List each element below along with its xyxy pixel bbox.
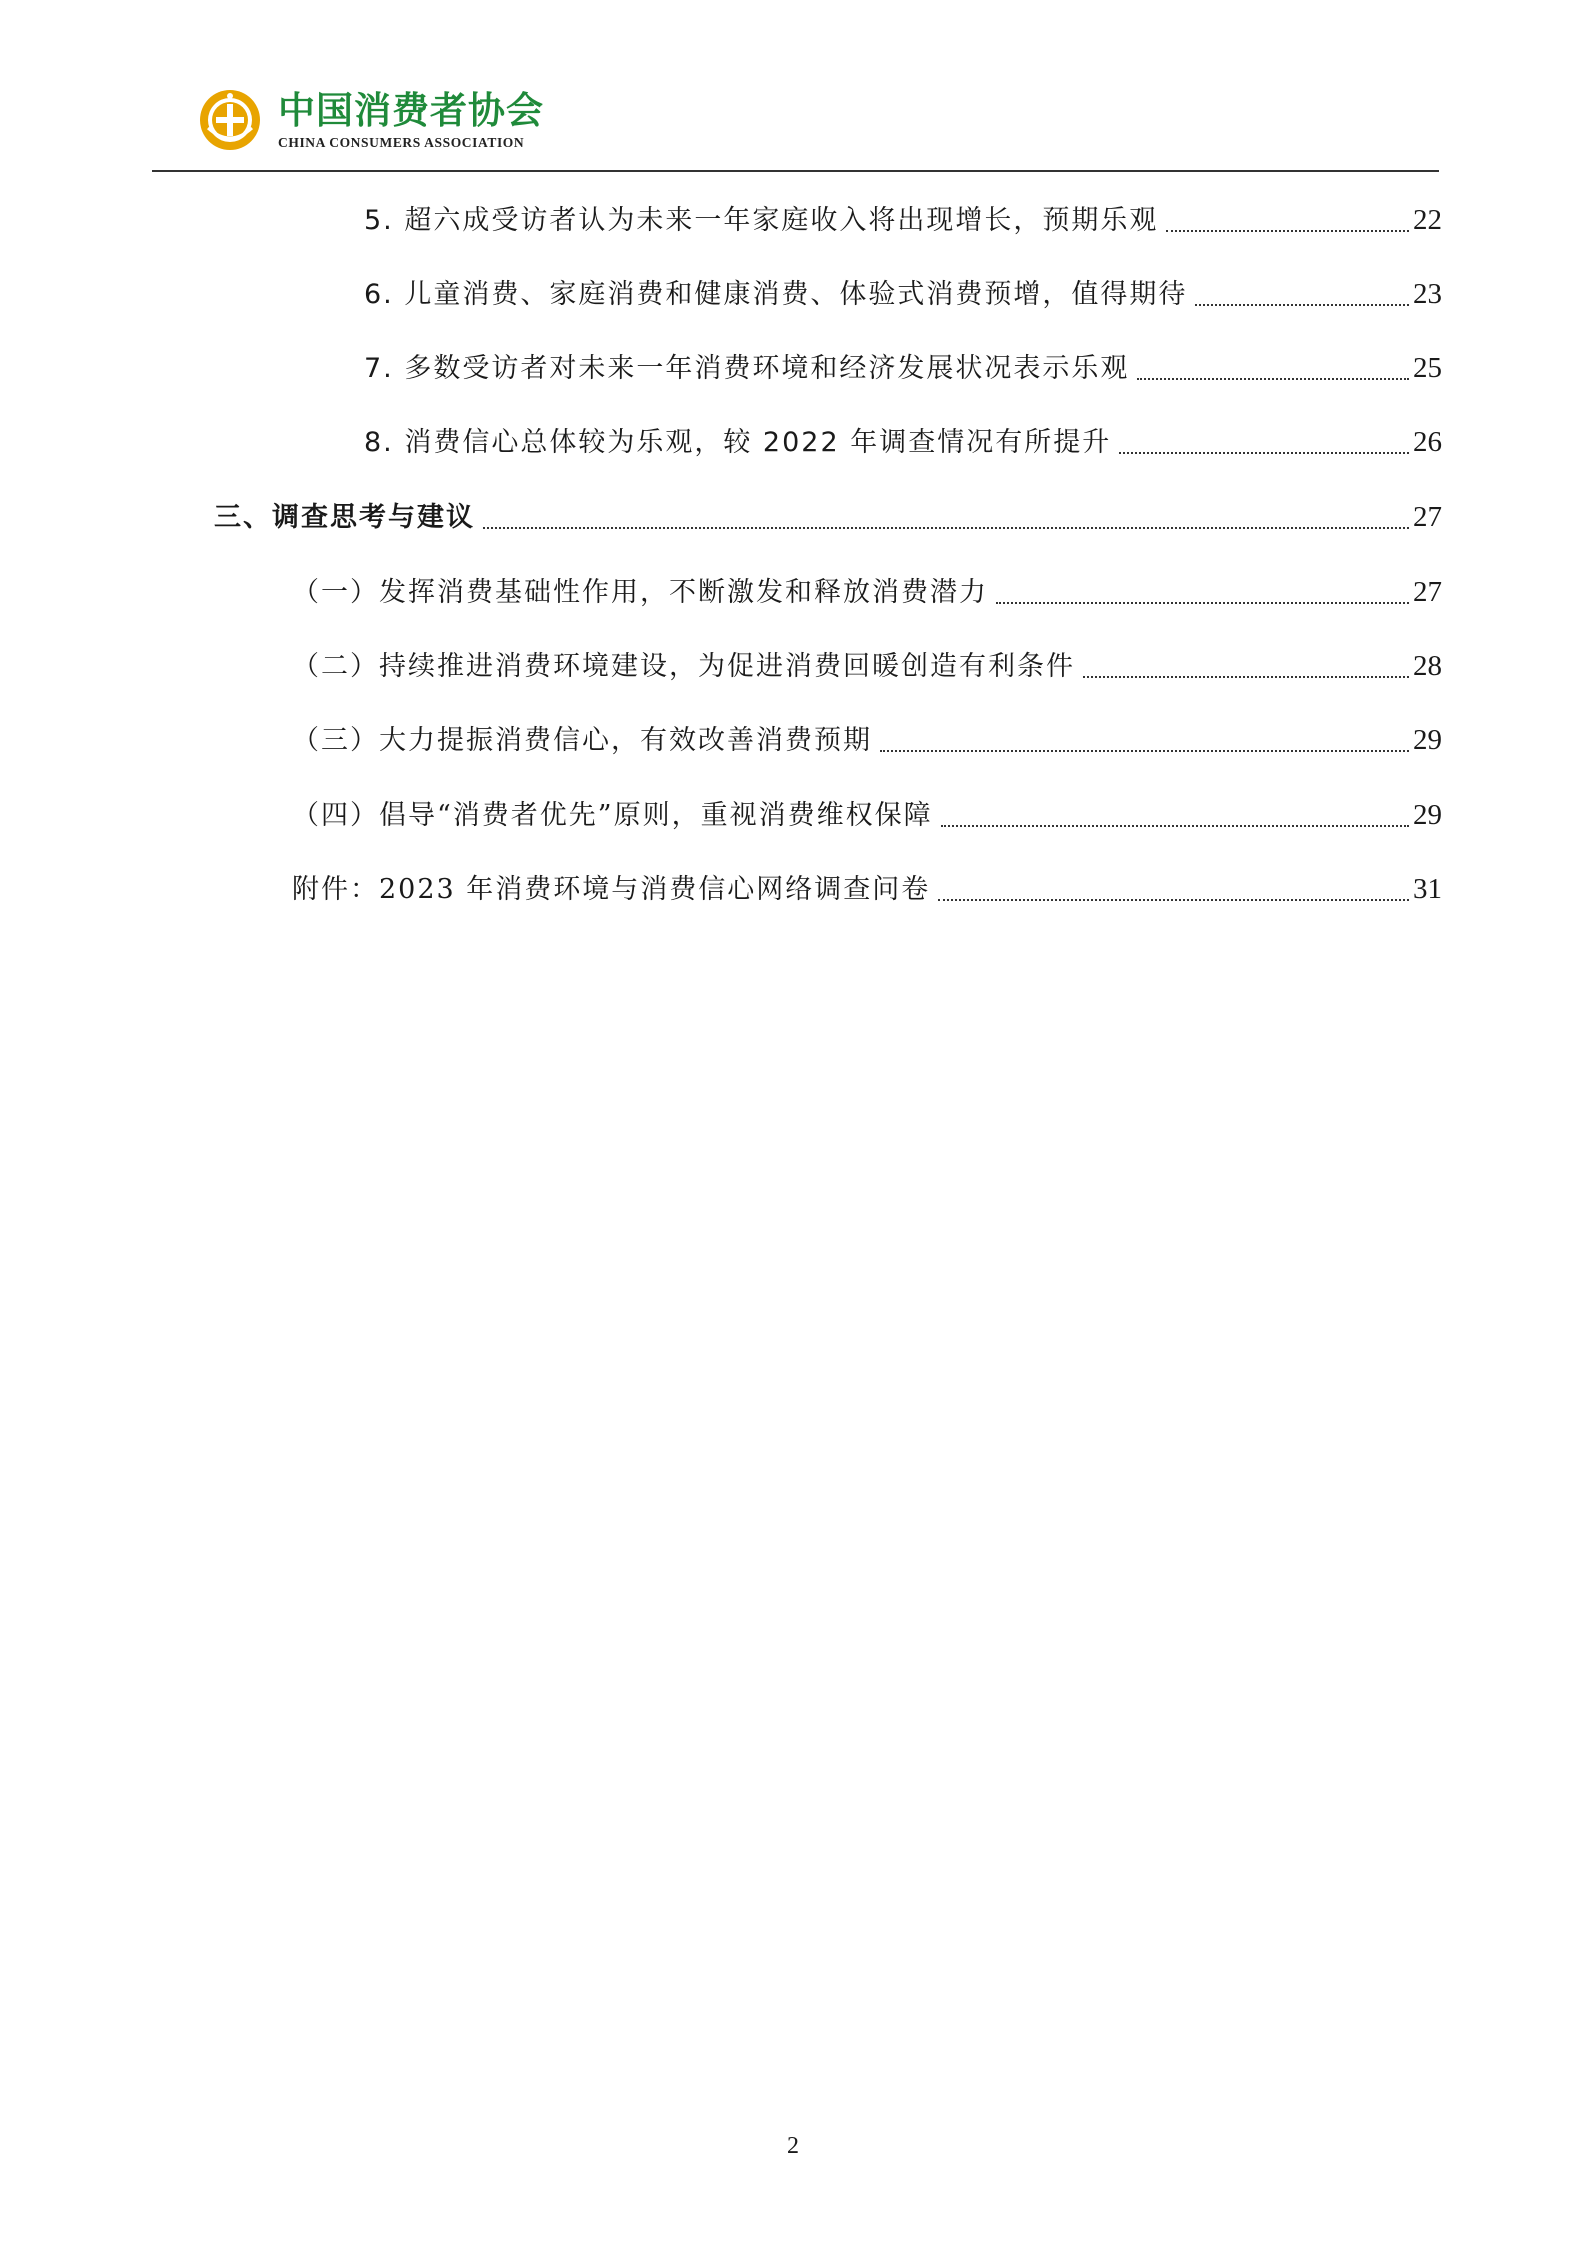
toc-entry[interactable]	[364, 422, 1442, 462]
toc-entry-title: 7. 多数受访者对未来一年消费环境和经济发展状况表示乐观	[364, 353, 1130, 384]
toc-entry-title: 附件：2023 年消费环境与消费信心网络调查问卷	[292, 874, 931, 905]
toc-entry-title: 三、调查思考与建议	[214, 502, 475, 533]
toc-entry[interactable]	[292, 795, 1442, 835]
toc-entry-title: 8. 消费信心总体较为乐观，较 2022 年调查情况有所提升	[364, 427, 1112, 458]
page-number: 2	[787, 2133, 799, 2159]
org-name-en: CHINA CONSUMERS ASSOCIATION	[278, 135, 525, 150]
toc-leader	[1083, 676, 1409, 678]
toc-entry-title: （一）发挥消费基础性作用，不断激发和释放消费潜力	[292, 577, 988, 608]
toc-entry-title: （四）倡导“消费者优先”原则，重视消费维权保障	[292, 800, 933, 831]
toc-entry-page: 25	[1413, 352, 1442, 384]
toc-entry-title: 6. 儿童消费、家庭消费和健康消费、体验式消费预增，值得期待	[364, 279, 1188, 310]
toc-entry[interactable]	[364, 348, 1442, 388]
toc-leader	[938, 899, 1409, 901]
toc-entry-page: 27	[1413, 501, 1442, 533]
toc-entry-title: （二）持续推进消费环境建设，为促进消费回暖创造有利条件	[292, 651, 1075, 682]
toc-leader	[996, 602, 1409, 604]
toc-entry[interactable]	[364, 200, 1442, 240]
toc-entry-page: 23	[1413, 278, 1442, 310]
toc-leader	[483, 527, 1409, 529]
toc-leader	[1137, 378, 1409, 380]
toc-entry-page: 29	[1413, 724, 1442, 756]
toc-leader	[941, 825, 1409, 827]
header-divider	[152, 170, 1439, 172]
toc-entry[interactable]	[364, 274, 1442, 314]
toc-entry-page: 28	[1413, 650, 1442, 682]
toc-leader	[1119, 452, 1409, 454]
toc-leader	[1195, 304, 1409, 306]
toc-entry-page: 26	[1413, 426, 1442, 458]
toc-entry[interactable]	[292, 646, 1442, 686]
toc-leader	[880, 750, 1409, 752]
toc-entry[interactable]	[214, 497, 1442, 537]
toc-entry-page: 31	[1413, 873, 1442, 905]
logo-text	[278, 89, 544, 151]
toc-entry-page: 29	[1413, 799, 1442, 831]
header	[198, 84, 544, 156]
toc-entry-page: 27	[1413, 576, 1442, 608]
toc-entry-page: 22	[1413, 204, 1442, 236]
toc-entry-title: （三）大力提振消费信心，有效改善消费预期	[292, 725, 872, 756]
toc-entry[interactable]	[292, 869, 1442, 909]
toc-entry[interactable]	[292, 572, 1442, 612]
cca-logo-icon	[198, 88, 262, 152]
org-name-cn: 中国消费者协会	[278, 89, 544, 132]
toc-entry[interactable]	[292, 720, 1442, 760]
toc-leader	[1166, 230, 1409, 232]
toc-entry-title: 5. 超六成受访者认为未来一年家庭收入将出现增长，预期乐观	[364, 205, 1159, 236]
